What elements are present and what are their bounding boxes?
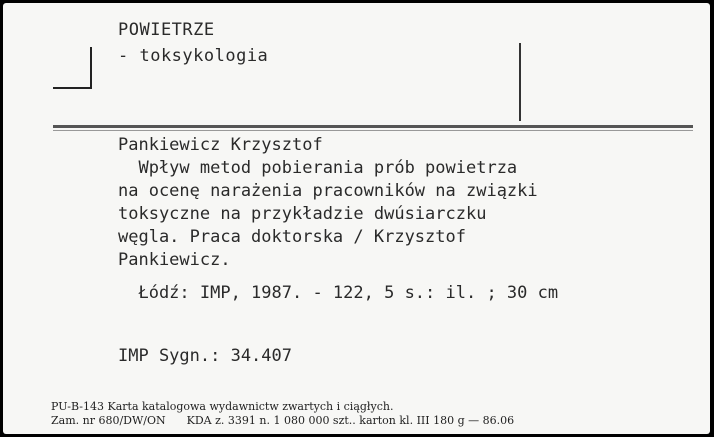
title-line-1: Wpływ metod pobierania prób powietrza: [118, 158, 518, 178]
header-rule-thin: [53, 130, 693, 131]
subject-heading: POWIETRZE: [118, 20, 215, 40]
corner-mark-horizontal: [53, 87, 92, 89]
imprint-line: Łódź: IMP, 1987. - 122, 5 s.: il. ; 30 cm: [118, 283, 559, 303]
footer-line-2: Zam. nr 680/DW/ON KDA z. 3391 n. 1 080 000 szt.. karton kl. III 180 g — 86.06: [51, 414, 515, 427]
title-line-2: na ocenę narażenia pracowników na związki: [118, 181, 538, 201]
author-line: Pankiewicz Krzysztof: [118, 135, 323, 155]
title-line-3: toksyczne na przykładzie dwúsiarczku: [118, 204, 487, 224]
column-divider: [519, 43, 521, 121]
footer-line-1: PU-B-143 Karta katalogowa wydawnictw zwartych i ciągłych.: [51, 400, 394, 413]
corner-mark-vertical: [90, 47, 92, 89]
title-line-4: węgla. Praca doktorska / Krzysztof: [118, 227, 466, 247]
header-rule: [53, 125, 693, 128]
title-line-5: Pankiewicz.: [118, 250, 231, 270]
call-number: IMP Sygn.: 34.407: [118, 346, 292, 366]
catalog-card: [3, 3, 710, 434]
subject-subheading: - toksykologia: [118, 46, 269, 66]
